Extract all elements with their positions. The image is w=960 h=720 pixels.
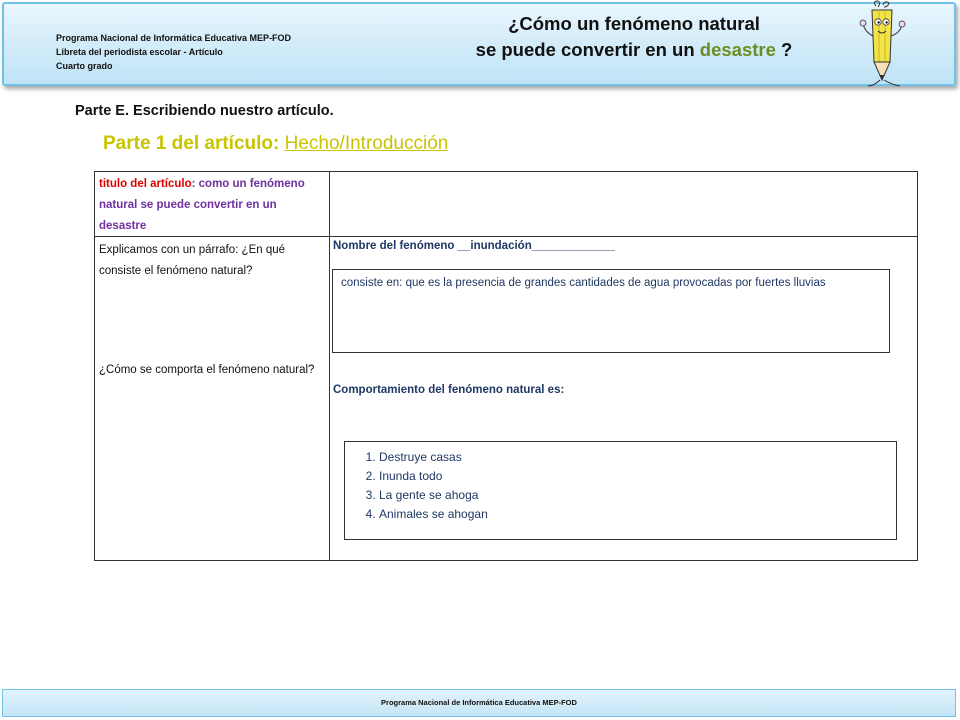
article-part-heading: [103, 133, 448, 155]
header-banner: [2, 2, 956, 86]
list-item: 2. Inunda todo: [379, 467, 896, 486]
title-line-2-prefix: se puede convertir en un: [475, 39, 695, 60]
consiste-textbox[interactable]: consiste en: que es la presencia de grandes cantidades de agua provocadas por fuertes lluvias: [332, 269, 890, 353]
question-behavior: ¿Cómo se comporta el fenómeno natural?: [99, 364, 315, 376]
grade-label: Cuarto grado: [56, 61, 113, 71]
footer-text: Programa Nacional de Informática Educativa MEP-FOD: [381, 698, 577, 707]
question-explain: Explicamos con un párrafo: ¿En qué consiste el fenómeno natural?: [99, 244, 286, 277]
title-line-2: [434, 37, 834, 63]
article-title-text: : como un fenómeno natural se puede convertir en un desastre: [99, 178, 305, 232]
title-accent-word: desastre: [699, 39, 776, 60]
list-item: 1. Destruye casas: [379, 448, 896, 467]
behavior-label: Comportamiento del fenómeno natural es:: [333, 384, 565, 396]
article-part-label: Parte 1 del artículo:: [103, 133, 280, 154]
article-table: [94, 171, 918, 561]
list-item: 3. La gente se ahoga: [379, 486, 896, 505]
behavior-list: [353, 448, 896, 524]
list-item: 4. Animales se ahogan: [379, 505, 896, 524]
program-name: Programa Nacional de Informática Educativa MEP-FOD: [56, 33, 292, 43]
header-title: [434, 11, 834, 63]
section-heading: Parte E. Escribiendo nuestro artículo.: [75, 103, 334, 119]
footer-banner: [2, 689, 956, 717]
title-line-1: ¿Cómo un fenómeno natural: [508, 13, 760, 34]
table-column-divider: [329, 172, 330, 560]
pencil-mascot-icon: [852, 0, 912, 92]
title-line-2-suffix: ?: [781, 39, 793, 60]
article-title-label: titulo del artículo: [99, 178, 192, 190]
notebook-name: Libreta del periodista escolar - Artículo: [56, 47, 223, 57]
header-info: [56, 31, 291, 73]
phenomenon-name: Nombre del fenómeno __inundación_____________: [333, 240, 615, 252]
article-title-cell: [99, 174, 325, 237]
article-part-link[interactable]: Hecho/Introducción: [284, 133, 449, 154]
behavior-list-box[interactable]: [344, 441, 897, 540]
